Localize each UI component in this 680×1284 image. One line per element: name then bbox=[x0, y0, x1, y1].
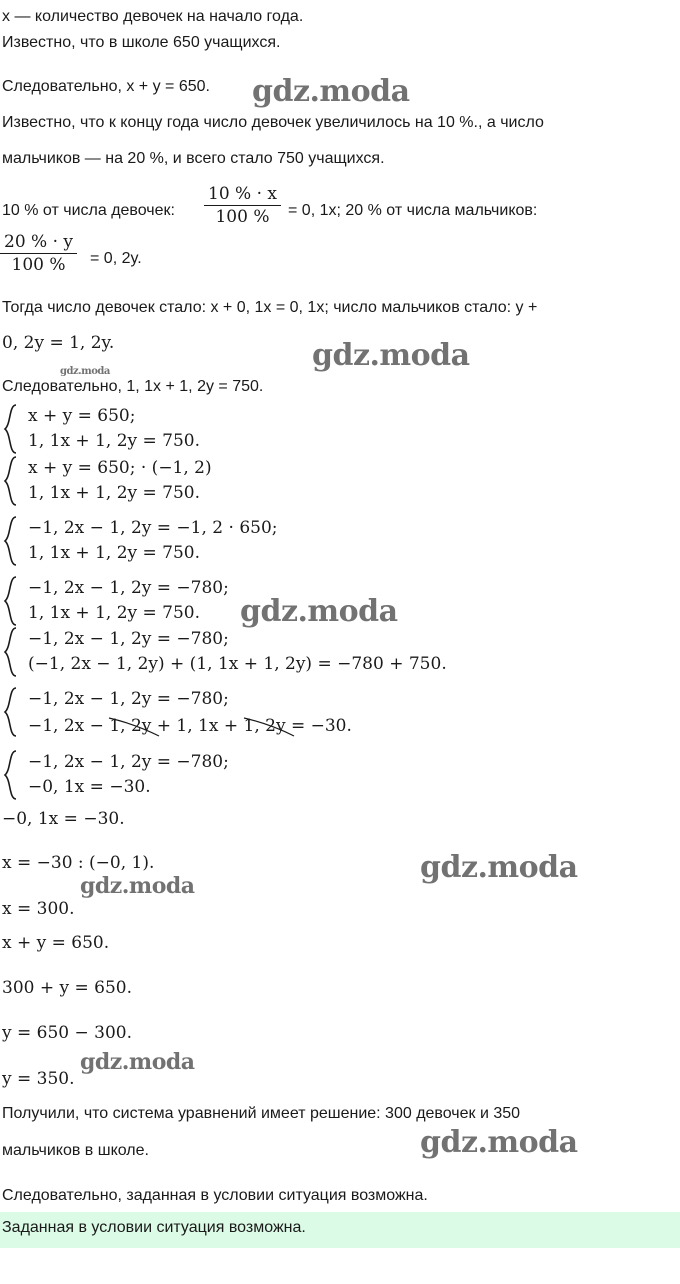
watermark-logo: gdz.moda bbox=[420, 1125, 578, 1160]
system7-row2: −0, 1x = −30. bbox=[28, 777, 151, 797]
text-line-6a: 10 % от числа девочек: bbox=[2, 202, 175, 219]
crossed-term-1-text: 1, 2y bbox=[109, 716, 152, 736]
strike-line-icon bbox=[242, 714, 298, 738]
system6-row2 bbox=[28, 714, 352, 738]
system2-row1: x + y = 650; · (−1, 2) bbox=[28, 458, 212, 478]
system3-row2: 1, 1x + 1, 2y = 750. bbox=[28, 543, 201, 563]
left-brace-icon bbox=[2, 516, 20, 566]
watermark-logo: gdz.moda bbox=[80, 1049, 195, 1075]
crossed-term-2 bbox=[244, 714, 286, 738]
system5-row1: −1, 2x − 1, 2y = −780; bbox=[28, 629, 229, 649]
watermark-logo: gdz.moda bbox=[420, 850, 578, 885]
strike-line-icon bbox=[107, 714, 163, 738]
text-line-6b: = 0, 1x; 20 % от числа мальчиков: bbox=[288, 202, 538, 219]
watermark-logo: gdz.moda bbox=[60, 366, 110, 377]
left-brace-icon bbox=[2, 456, 20, 506]
watermark-logo: gdz.moda bbox=[80, 873, 195, 899]
fraction-boys-denominator: 100 % bbox=[11, 255, 66, 275]
answer-text: Заданная в условии ситуация возможна. bbox=[2, 1219, 306, 1236]
fraction-girls bbox=[204, 184, 281, 227]
left-brace-icon bbox=[2, 404, 20, 454]
step-3: x = 300. bbox=[2, 899, 75, 919]
crossed-term-2-text: 1, 2y bbox=[243, 716, 286, 736]
text-line-5: мальчиков — на 20 %, и всего стало 750 учащихся. bbox=[2, 150, 385, 167]
step-6: y = 650 − 300. bbox=[2, 1023, 133, 1043]
system1-row1: x + y = 650; bbox=[28, 406, 136, 426]
watermark-logo: gdz.moda bbox=[252, 74, 410, 109]
left-brace-icon bbox=[2, 687, 20, 737]
system4-row2: 1, 1x + 1, 2y = 750. bbox=[28, 603, 201, 623]
fraction-bar bbox=[0, 253, 77, 254]
left-brace-icon bbox=[2, 750, 20, 800]
system3-row1: −1, 2x − 1, 2y = −1, 2 · 650; bbox=[28, 518, 278, 538]
text-line-10: Следовательно, 1, 1x + 1, 2y = 750. bbox=[2, 378, 264, 395]
system2-row2: 1, 1x + 1, 2y = 750. bbox=[28, 483, 201, 503]
system6-row2-part3: + 1, 1x + bbox=[151, 716, 244, 736]
step-1: −0, 1x = −30. bbox=[2, 809, 125, 829]
system4-row1: −1, 2x − 1, 2y = −780; bbox=[28, 578, 229, 598]
fraction-boys-numerator: 20 % · y bbox=[4, 232, 74, 252]
step-4: x + y = 650. bbox=[2, 933, 110, 953]
text-line-3: Следовательно, x + y = 650. bbox=[2, 78, 210, 95]
fraction-bar bbox=[204, 205, 281, 206]
system6-row2-part5: = −30. bbox=[285, 716, 352, 736]
watermark-logo: gdz.moda bbox=[312, 338, 470, 373]
conclusion-line-2: мальчиков в школе. bbox=[2, 1142, 149, 1159]
text-line-1: x — количество девочек на начало года. bbox=[2, 8, 304, 25]
text-line-8: Тогда число девочек стало: x + 0, 1x = 0, 1x; число мальчиков стало: y + bbox=[2, 299, 538, 316]
system7-row1: −1, 2x − 1, 2y = −780; bbox=[28, 752, 229, 772]
system1-row2: 1, 1x + 1, 2y = 750. bbox=[28, 431, 201, 451]
answer-box bbox=[0, 1212, 680, 1248]
text-line-4: Известно, что к концу года число девочек увеличилось на 10 %., а число bbox=[2, 114, 544, 131]
text-line-9: 0, 2y = 1, 2y. bbox=[2, 333, 115, 353]
text-line-2: Известно, что в школе 650 учащихся. bbox=[2, 34, 281, 51]
watermark-logo: gdz.moda bbox=[240, 594, 398, 629]
system5-row2: (−1, 2x − 1, 2y) + (1, 1x + 1, 2y) = −780 + 750. bbox=[28, 654, 447, 674]
fraction-boys bbox=[0, 232, 77, 275]
conclusion-line-3: Следовательно, заданная в условии ситуация возможна. bbox=[2, 1187, 428, 1204]
left-brace-icon bbox=[2, 576, 20, 626]
conclusion-line-1: Получили, что система уравнений имеет решение: 300 девочек и 350 bbox=[2, 1105, 521, 1122]
step-7: y = 350. bbox=[2, 1069, 75, 1089]
crossed-term-1 bbox=[109, 714, 151, 738]
step-5: 300 + y = 650. bbox=[2, 978, 133, 998]
fraction-girls-numerator: 10 % · x bbox=[208, 184, 277, 204]
fraction-girls-denominator: 100 % bbox=[215, 207, 270, 227]
system6-row2-part1: −1, 2x − bbox=[28, 716, 110, 736]
system6-row1: −1, 2x − 1, 2y = −780; bbox=[28, 689, 229, 709]
text-line-7b: = 0, 2y. bbox=[90, 250, 142, 267]
step-2: x = −30 : (−0, 1). bbox=[2, 853, 155, 873]
left-brace-icon bbox=[2, 627, 20, 677]
